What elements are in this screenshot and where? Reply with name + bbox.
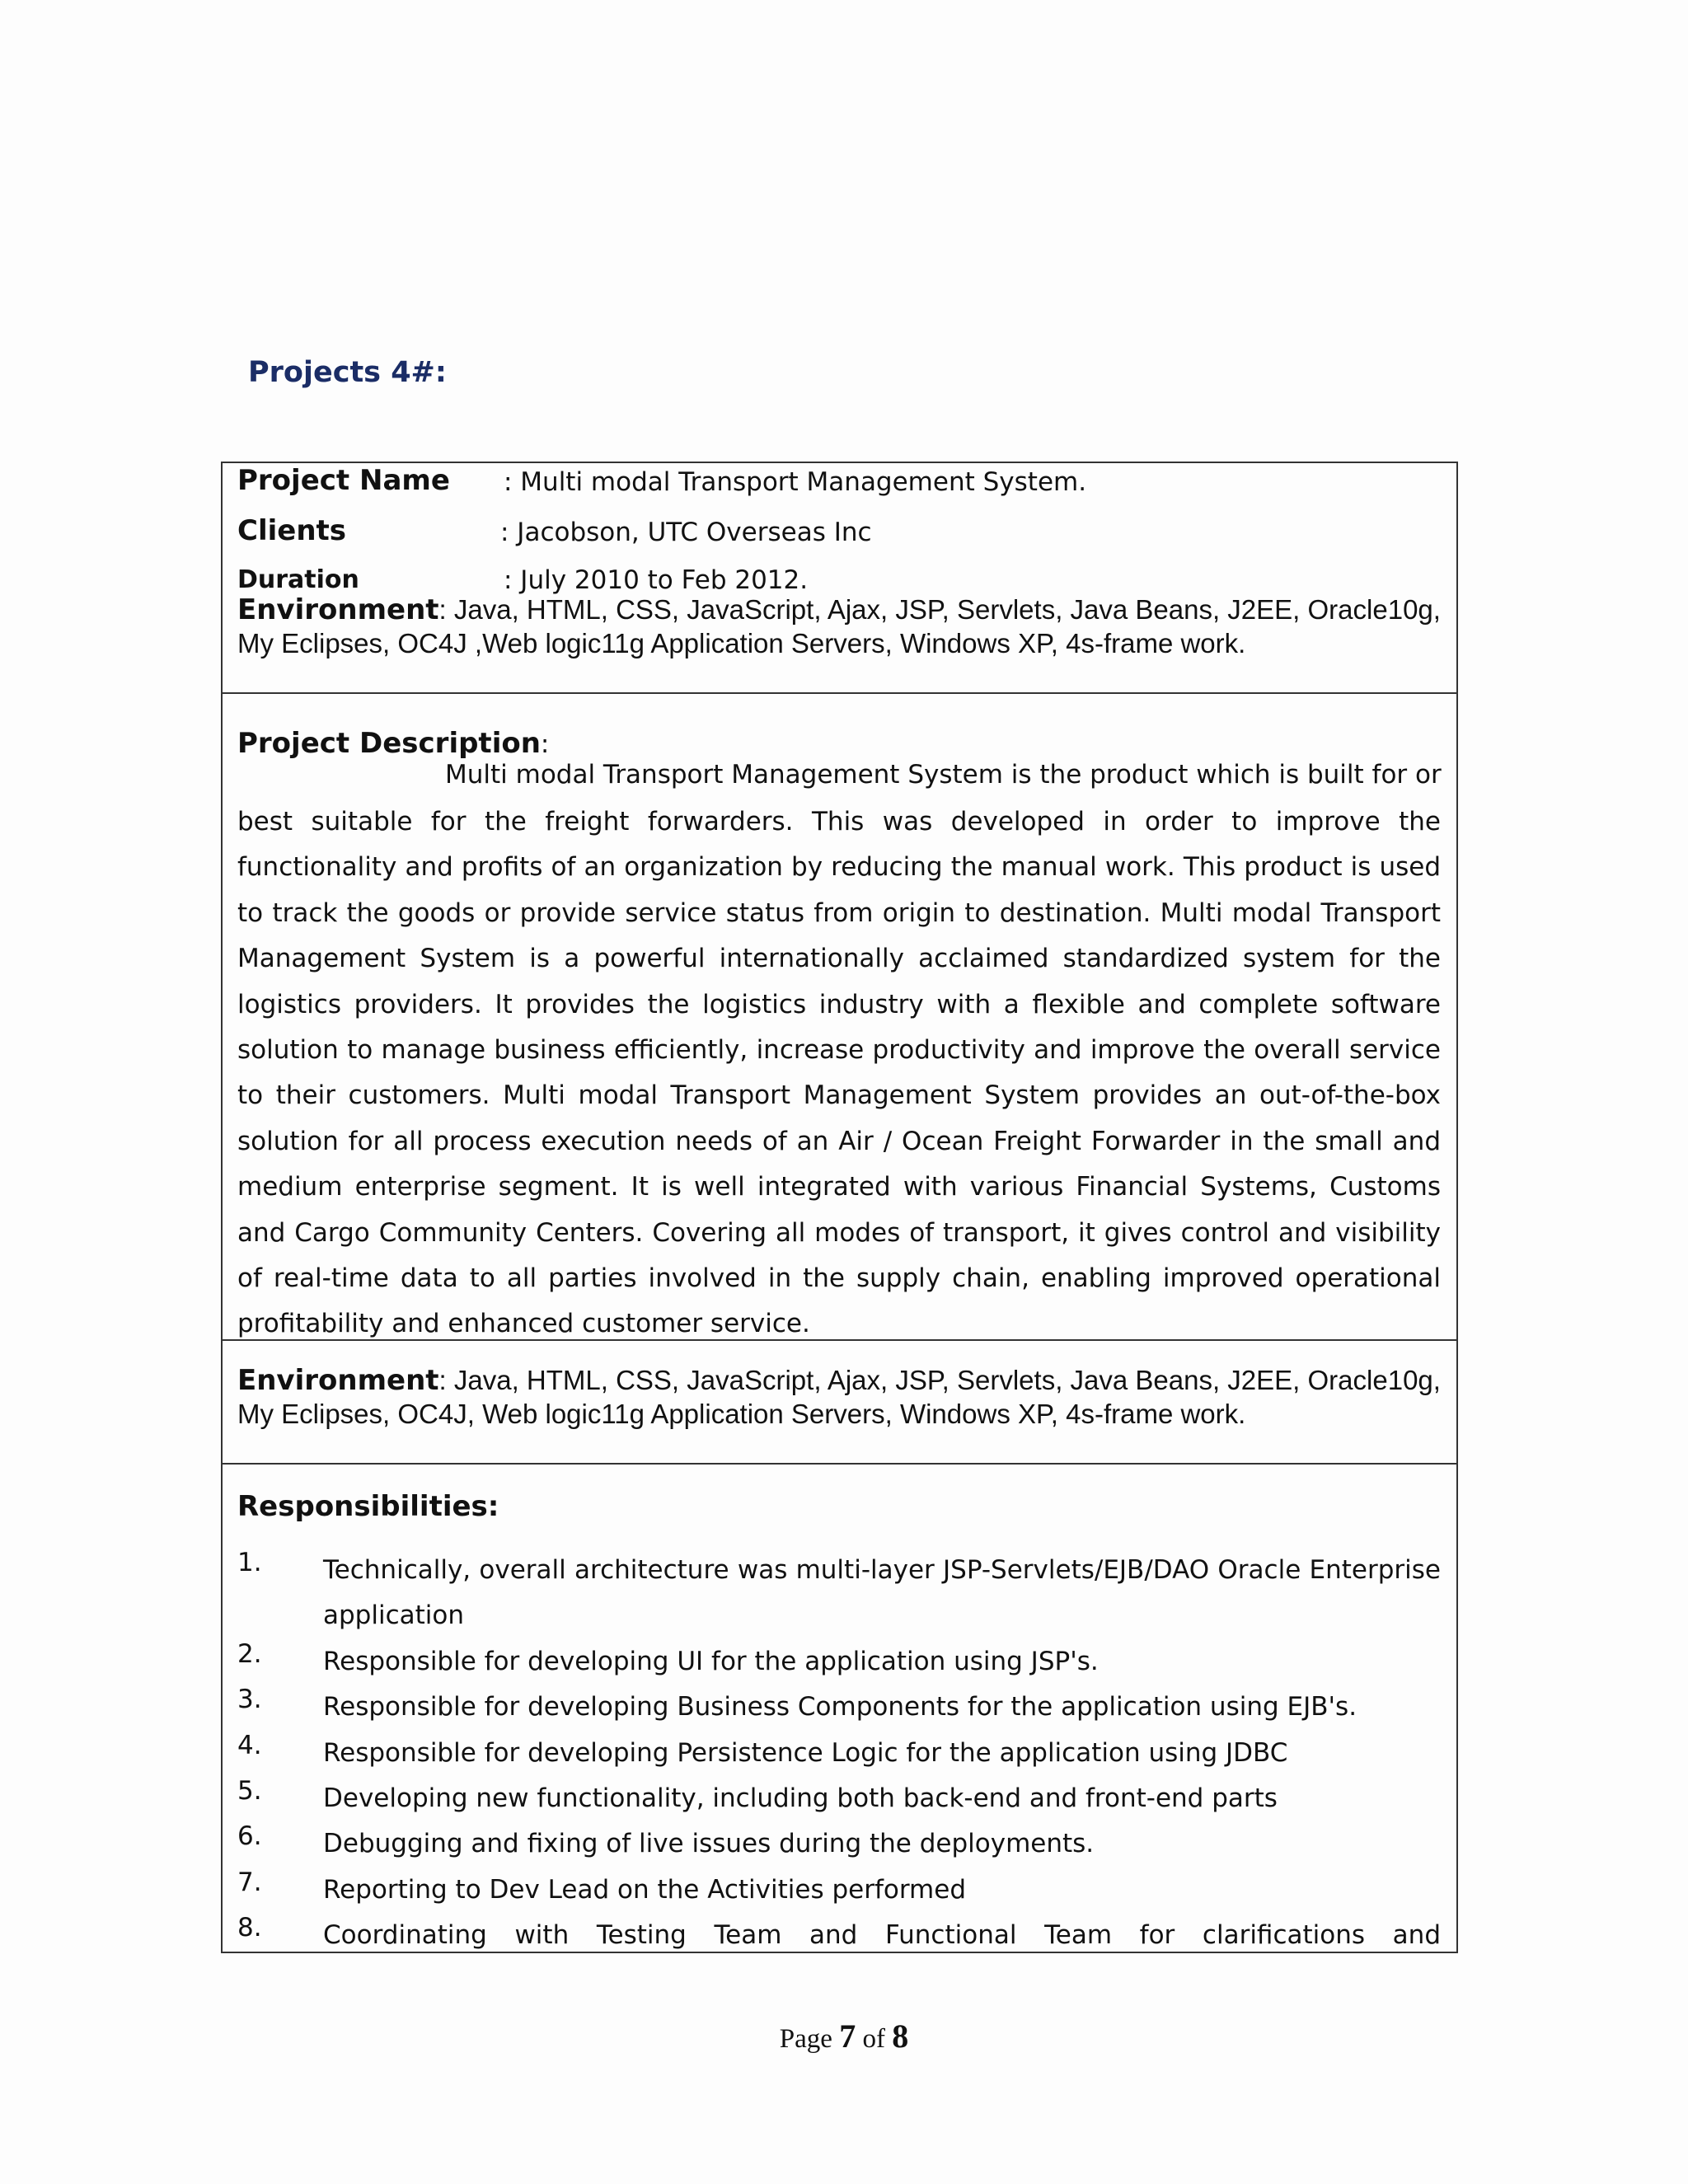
page-footer: [0, 2017, 1688, 2055]
responsibility-text: Reporting to Dev Lead on the Activities performed: [323, 1875, 966, 1905]
environment-line-1: [237, 593, 1441, 626]
clients-value: : Jacobson, UTC Overseas Inc: [500, 518, 872, 547]
project-description-heading: [237, 727, 549, 760]
responsibility-number: 7.: [237, 1868, 262, 1897]
responsibility-number: 1.: [237, 1548, 262, 1577]
page-word: Page: [779, 2024, 832, 2054]
responsibility-number: 8.: [237, 1913, 262, 1943]
responsibility-text: Developing new functionality, including both back-end and front-end parts: [323, 1783, 1278, 1813]
responsibility-number: 3.: [237, 1685, 262, 1714]
current-page-number: 7: [839, 2018, 856, 2055]
responsibility-text: Responsible for developing UI for the application using JSP's.: [323, 1647, 1099, 1676]
environment2-value-1: : Java, HTML, CSS, JavaScript, Ajax, JSP, Servlets, Java Beans, J2EE, Oracle10g,: [438, 1365, 1441, 1395]
project-description-label: Project Description: [237, 727, 541, 760]
responsibility-text: Debugging and fixing of live issues during the deployments.: [323, 1829, 1095, 1858]
environment-value-1: : Java, HTML, CSS, JavaScript, Ajax, JSP, Servlets, Java Beans, J2EE, Oracle10g,: [438, 594, 1441, 625]
section-title: Projects 4#:: [248, 356, 447, 389]
responsibilities-label: Responsibilities:: [237, 1490, 499, 1523]
responsibility-number: 4.: [237, 1731, 262, 1760]
duration-value: : July 2010 to Feb 2012.: [504, 565, 809, 595]
responsibility-number: 5.: [237, 1776, 262, 1806]
project-name-label: Project Name: [237, 464, 450, 497]
duration-label: Duration: [237, 565, 359, 594]
project-description-colon: :: [540, 729, 550, 759]
environment-value-2: My Eclipses, OC4J ,Web logic11g Application Servers, Windows XP, 4s-frame work.: [237, 628, 1246, 658]
project-description-body: best suitable for the freight forwarders. This was developed in order to improve the functionality and profits of an organization by reducing the manual work. This product is used to track the goods or provide service status from origin to destination. Multi modal Transport Management System is a powerful internationally acclaimed standardized system for the logistics providers. It provides the logistics industry with a flexible and complete software solution to manage business efficiently, increase productivity and improve the overall service to their customers. Multi modal Transport Management System provides an out-of-the-box solution for all process execution needs of an Air / Ocean Freight Forwarder in the small and medium enterprise segment. It is well integrated with various Financial Systems, Customs and Cargo Community Centers. Covering all modes of transport, it gives control and visibility of real-time data to all parties involved in the supply chain, enabling improved operational profitability and enhanced customer service.: [237, 807, 1441, 1339]
clients-label: Clients: [237, 514, 347, 547]
of-word: of: [862, 2024, 885, 2054]
environment2-line-1: [237, 1364, 1441, 1397]
responsibility-number: 2.: [237, 1639, 262, 1669]
responsibility-text: Responsible for developing Persistence Logic for the application using JDBC: [323, 1738, 1288, 1768]
responsibility-text: Coordinating with Testing Team and Functional Team for clarifications and: [323, 1920, 1441, 1950]
environment-label: Environment: [237, 593, 439, 626]
responsibility-number: 6.: [237, 1821, 262, 1851]
environment2-label: Environment: [237, 1364, 439, 1397]
environment2-value-2: My Eclipses, OC4J, Web logic11g Application Servers, Windows XP, 4s-frame work.: [237, 1399, 1246, 1429]
responsibility-text: Technically, overall architecture was multi-layer JSP-Servlets/EJB/DAO Oracle Enterprise application: [323, 1555, 1441, 1631]
total-pages-number: 8: [892, 2018, 909, 2055]
responsibility-text: Responsible for developing Business Components for the application using EJB's.: [323, 1692, 1357, 1722]
project-description-first-line: Multi modal Transport Management System is the product which is built for or: [445, 760, 1442, 790]
project-name-value: : Multi modal Transport Management System.: [504, 467, 1087, 497]
